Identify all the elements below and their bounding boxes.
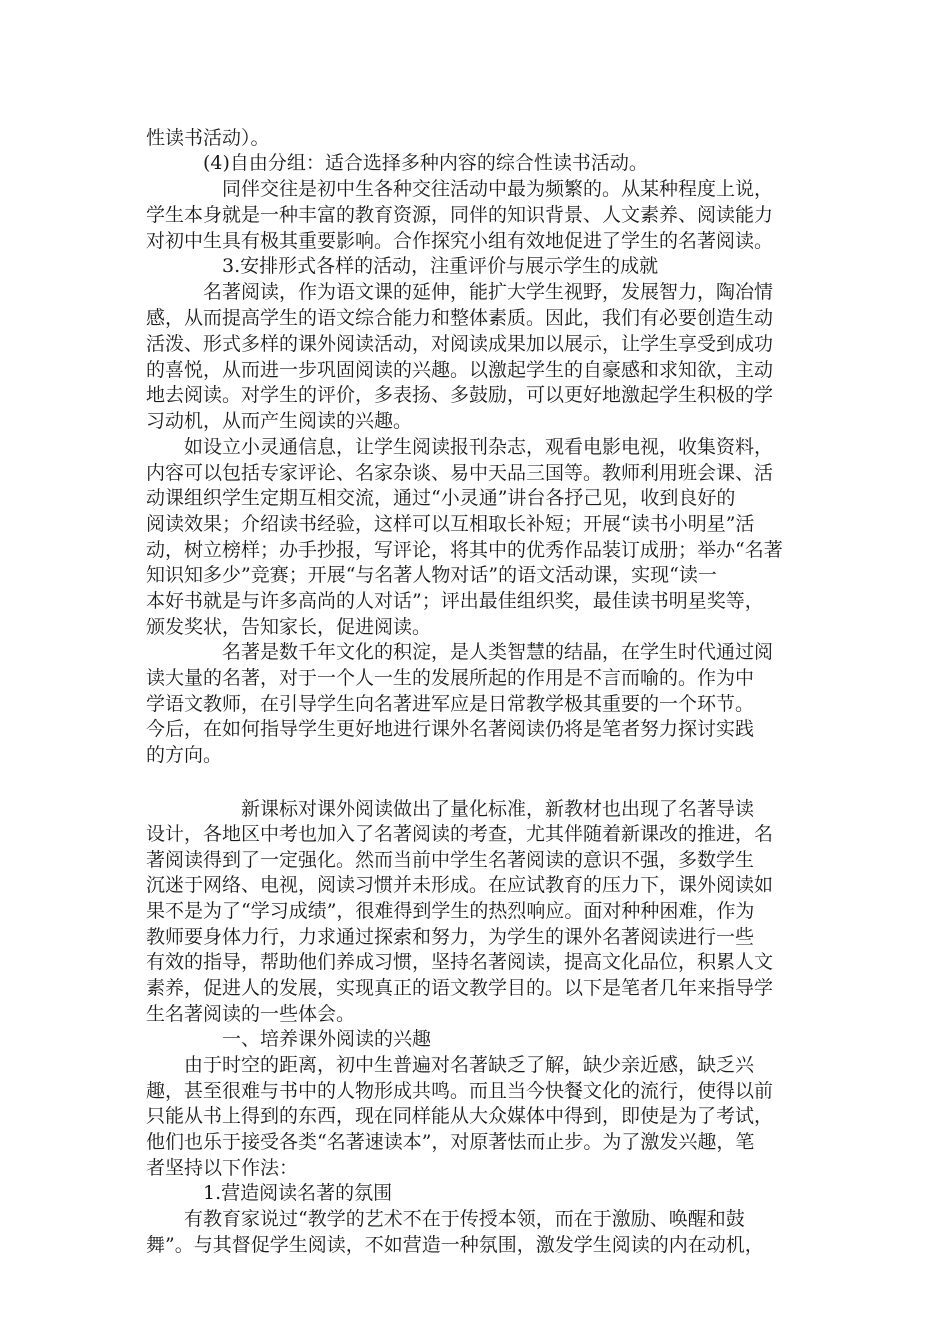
- text-line: 有效的指导，帮助他们养成习惯，坚持名著阅读，提高文化品位，积累人文: [146, 951, 774, 973]
- text-line: 他们也乐于接受各类“名著速读本”，对原著怯而止步。为了激发兴趣，笔: [146, 1131, 755, 1153]
- text-line: 对初中生具有极其重要影响。合作探究小组有效地促进了学生的名著阅读。: [146, 230, 774, 252]
- text-line: 著阅读得到了一定强化。然而当前中学生名著阅读的意识不强，多数学生: [146, 849, 755, 871]
- text-line: 的方向。: [146, 744, 223, 766]
- text-line: 沉迷于网络、电视，阅读习惯并未形成。在应试教育的压力下，课外阅读如: [146, 874, 774, 896]
- section-heading: 1.营造阅读名著的氛围: [146, 1182, 393, 1204]
- text-line: 有教育家说过“教学的艺术不在于传授本领，而在于激励、唤醒和鼓: [146, 1208, 745, 1230]
- text-line: 活泼、形式多样的课外阅读活动，对阅读成果加以展示，让学生享受到成功: [146, 333, 774, 355]
- text-line: 的喜悦，从而进一步巩固阅读的兴趣。以激起学生的自豪感和求知欲，主动: [146, 359, 774, 381]
- text-line: 学语文教师，在引导学生向名著进军应是日常教学极其重要的一个环节。: [146, 693, 755, 715]
- text-line: 内容可以包括专家评论、名家杂谈、易中天品三国等。教师利用班会课、活: [146, 462, 774, 484]
- text-line: 本好书就是与许多高尚的人对话”；评出最佳组织奖，最佳读书明星奖等，: [146, 590, 764, 612]
- text-line: 习动机，从而产生阅读的兴趣。: [146, 410, 413, 432]
- text-line: 者坚持以下作法：: [146, 1157, 299, 1179]
- text-line: 教师要身体力行，力求通过探索和努力，为学生的课外名著阅读进行一些: [146, 926, 755, 948]
- text-line: 动，树立榜样；办手抄报，写评论，将其中的优秀作品装订成册；举办“名著: [146, 539, 783, 561]
- text-line: 今后，在如何指导学生更好地进行课外名著阅读仍将是笔者努力探讨实践: [146, 718, 755, 740]
- text-line: (4)自由分组：适合选择多种内容的综合性读书活动。: [146, 152, 648, 174]
- text-line: 由于时空的距离，初中生普遍对名著缺乏了解，缺少亲近感，缺乏兴: [146, 1054, 755, 1076]
- text-line: 颁发奖状，告知家长，促进阅读。: [146, 616, 432, 638]
- text-line: 学生本身就是一种丰富的教育资源，同伴的知识背景、人文素养、阅读能力: [146, 204, 774, 226]
- text-line: 名著是数千年文化的积淀，是人类智慧的结晶，在学生时代通过阅: [146, 641, 774, 663]
- section-heading: 3.安排形式各样的活动，注重评价与展示学生的成就: [146, 255, 659, 277]
- text-line: 同伴交往是初中生各种交往活动中最为频繁的。从某种程度上说，: [146, 178, 774, 200]
- text-line: 只能从书上得到的东西，现在同样能从大众媒体中得到，即使是为了考试，: [146, 1105, 774, 1127]
- text-line: 地去阅读。对学生的评价，多表扬、多鼓励，可以更好地激起学生积极的学: [146, 384, 774, 406]
- section-heading: 一、培养课外阅读的兴趣: [146, 1028, 432, 1050]
- blank-line: [146, 766, 826, 797]
- text-line: 感，从而提高学生的语文综合能力和整体素质。因此，我们有必要创造生动: [146, 307, 774, 329]
- text-line: 果不是为了“学习成绩”，很难得到学生的热烈响应。面对种种困难，作为: [146, 900, 755, 922]
- text-line: 舞”。与其督促学生阅读，不如营造一种氛围，激发学生阅读的内在动机，: [146, 1234, 764, 1256]
- text-line: 名著阅读，作为语文课的延伸，能扩大学生视野，发展智力，陶冶情: [146, 281, 774, 303]
- text-line: 生名著阅读的一些体会。: [146, 1003, 356, 1025]
- text-line: 阅读效果；介绍读书经验，这样可以互相取长补短；开展“读书小明星”活: [146, 513, 755, 535]
- text-line: 读大量的名著，对于一个人一生的发展所起的作用是不言而喻的。作为中: [146, 667, 755, 689]
- text-line: 素养，促进人的发展，实现真正的语文教学目的。以下是笔者几年来指导学: [146, 977, 774, 999]
- text-line: 新课标对课外阅读做出了量化标准，新教材也出现了名著导读: [146, 798, 755, 820]
- text-line: 如设立小灵通信息，让学生阅读报刊杂志，观看电影电视，收集资料，: [146, 436, 774, 458]
- text-line: 知识知多少”竞赛；开展“与名著人物对话”的语文活动课，实现“读一: [146, 564, 717, 586]
- text-line: 趣，甚至很难与书中的人物形成共鸣。而且当今快餐文化的流行，使得以前: [146, 1080, 774, 1102]
- text-line: 设计，各地区中考也加入了名著阅读的考查，尤其伴随着新课改的推进，名: [146, 823, 774, 845]
- text-line: 动课组织学生定期互相交流，通过“小灵通”讲台各抒己见，收到良好的: [146, 487, 736, 509]
- text-line: 性读书活动）。: [146, 127, 270, 149]
